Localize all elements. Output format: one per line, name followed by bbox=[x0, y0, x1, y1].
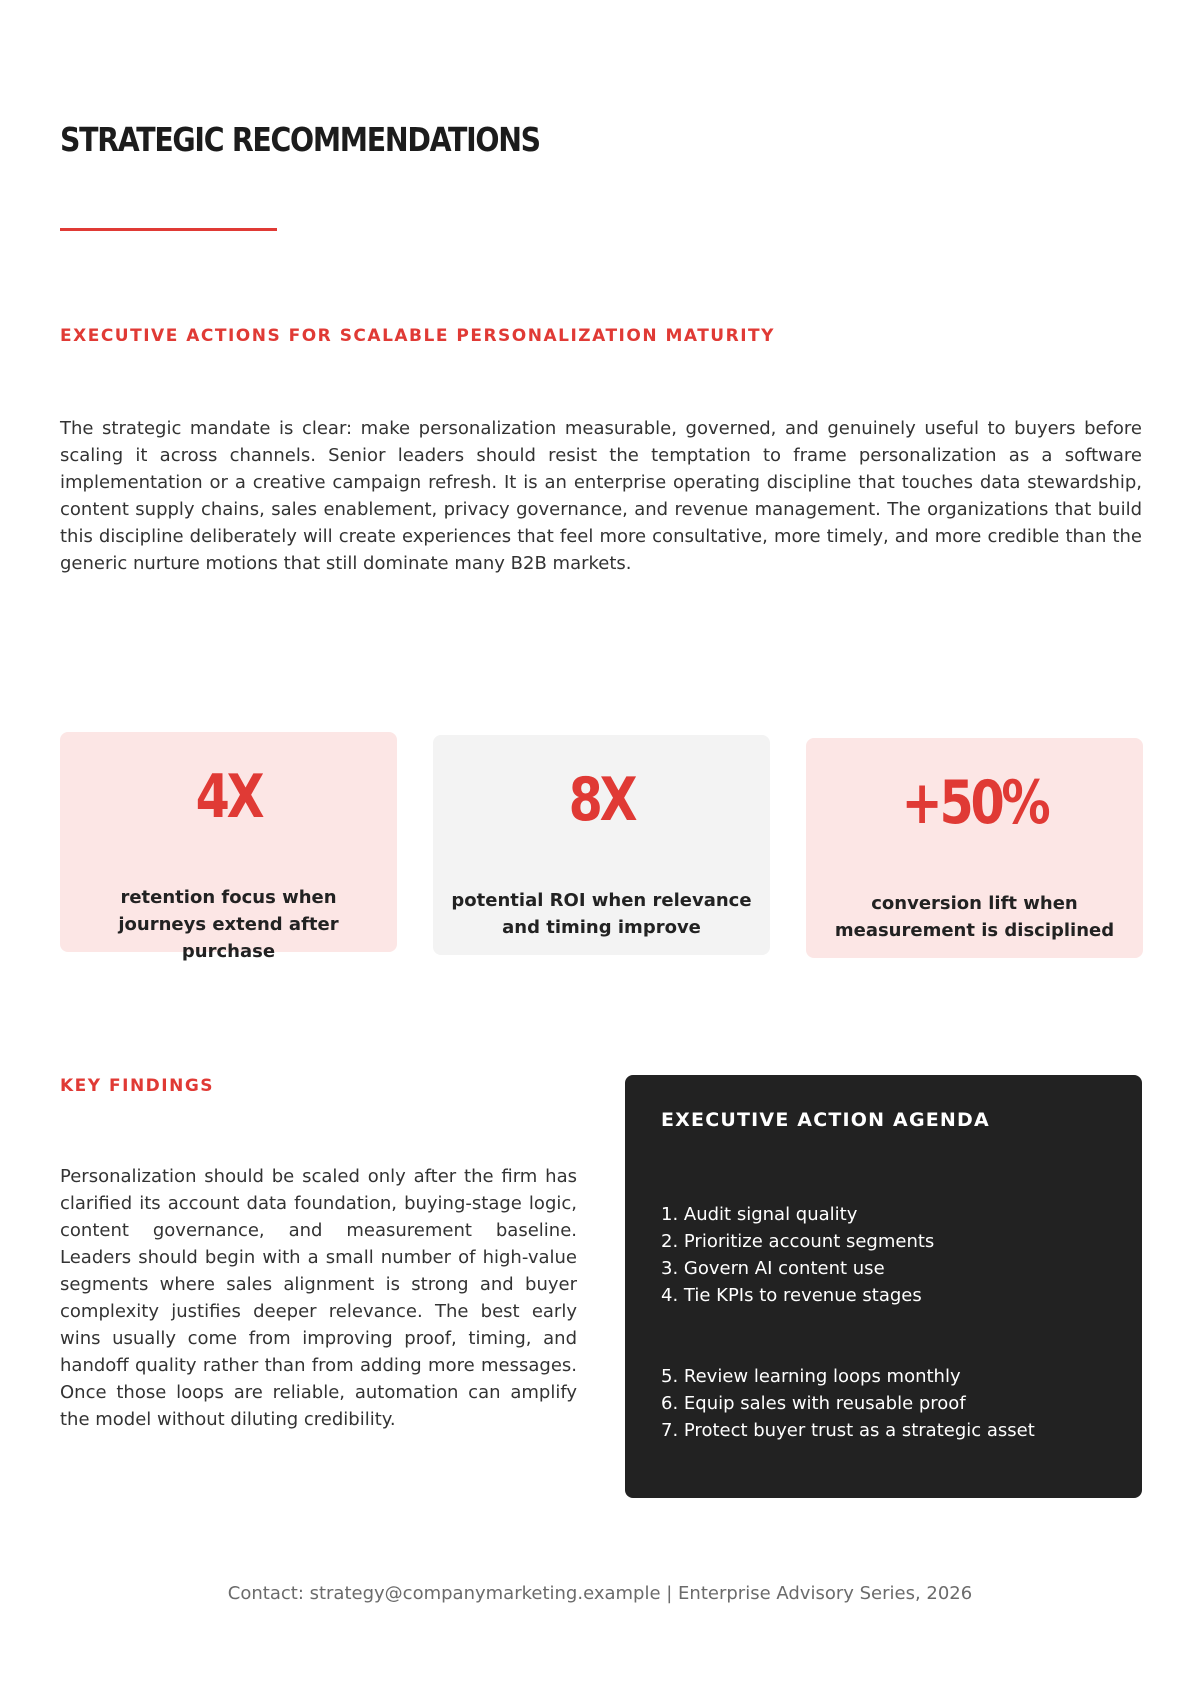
agenda-item: 4. Tie KPIs to revenue stages bbox=[661, 1285, 922, 1306]
executive-agenda-panel bbox=[625, 1075, 1142, 1498]
key-findings-paragraph: Personalization should be scaled only after the firm has clarified its account data foundation, buying-stage logic, content governance, and measurement baseline. Leaders should begin with a small number of high-value segments where sales alignment is strong and buyer complexity justifies deeper relevance. The best early wins usually come from improving proof, timing, and handoff quality rather than from adding more messages. Once those loops are reliable, automation can amplify the model without diluting credibility. bbox=[60, 1166, 577, 1430]
agenda-item: 5. Review learning loops monthly bbox=[661, 1366, 961, 1387]
stat-label: conversion lift when measurement is disciplined bbox=[834, 893, 1115, 941]
agenda-item: 2. Prioritize account segments bbox=[661, 1231, 935, 1252]
stat-value: 4X bbox=[195, 762, 262, 832]
agenda-list-first bbox=[661, 1201, 934, 1309]
stat-label: retention focus when journeys extend after purchase bbox=[118, 887, 339, 962]
stat-card-conversion bbox=[806, 738, 1143, 958]
agenda-heading: EXECUTIVE ACTION AGENDA bbox=[661, 1109, 990, 1131]
stat-label: potential ROI when relevance and timing improve bbox=[451, 890, 752, 938]
stat-value: +50% bbox=[901, 768, 1048, 838]
agenda-item: 3. Govern AI content use bbox=[661, 1258, 885, 1279]
agenda-item: 7. Protect buyer trust as a strategic asset bbox=[661, 1420, 1035, 1441]
title-divider bbox=[60, 228, 277, 231]
key-findings-heading: KEY FINDINGS bbox=[60, 1076, 215, 1096]
stat-card-roi bbox=[433, 735, 770, 955]
page-title: STRATEGIC RECOMMENDATIONS bbox=[60, 120, 540, 159]
agenda-list-second bbox=[661, 1363, 1035, 1444]
intro-paragraph: The strategic mandate is clear: make personalization measurable, governed, and genuinely useful to buyers before scaling it across channels. Senior leaders should resist the temptation to frame personalization as a software implementation or a creative campaign refresh. It is an enterprise operating discipline that touches data stewardship, content supply chains, sales enablement, privacy governance, and revenue management. The organizations that build this discipline deliberately will create experiences that feel more consultative, more timely, and more credible than the generic nurture motions that still dominate many B2B markets. bbox=[60, 418, 1142, 574]
stat-card-retention bbox=[60, 732, 397, 962]
section-subtitle: EXECUTIVE ACTIONS FOR SCALABLE PERSONALIZATION MATURITY bbox=[60, 326, 775, 346]
footer-contact: Contact: strategy@companymarketing.example | Enterprise Advisory Series, 2026 bbox=[227, 1583, 973, 1604]
stat-value: 8X bbox=[568, 765, 635, 835]
agenda-item: 6. Equip sales with reusable proof bbox=[661, 1393, 966, 1414]
agenda-item: 1. Audit signal quality bbox=[661, 1204, 858, 1225]
